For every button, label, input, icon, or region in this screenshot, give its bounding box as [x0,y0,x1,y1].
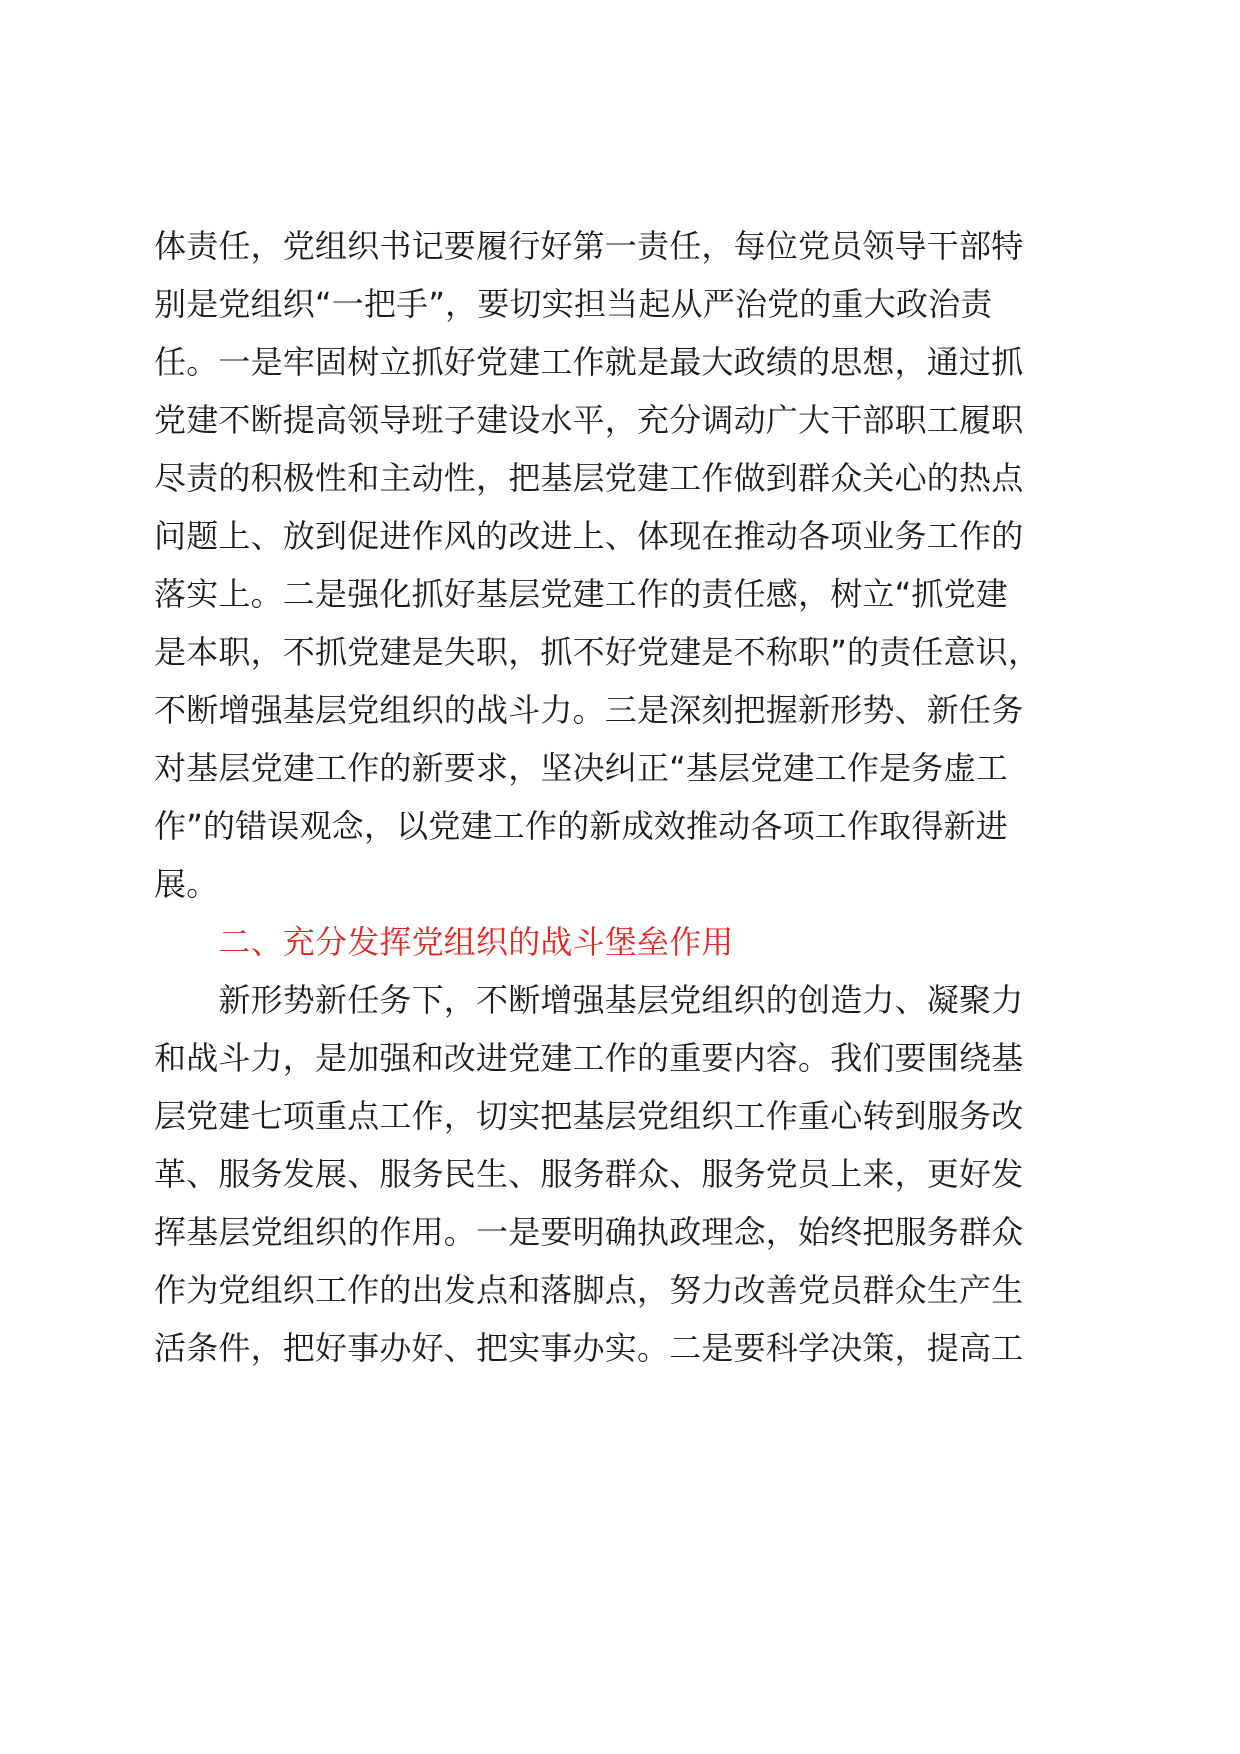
text-line: 不断增强基层党组织的战斗力。三是深刻把握新形势、新任务 [154,691,1024,729]
text-line: 作”的错误观念，以党建工作的新成效推动各项工作取得新进 [154,807,1008,845]
text-line: 任。一是牢固树立抓好党建工作就是最大政绩的思想，通过抓 [154,343,1024,381]
text-line: 体责任，党组织书记要履行好第一责任，每位党员领导干部特 [154,227,1024,265]
text-line: 层党建七项重点工作，切实把基层党组织工作重心转到服务改 [154,1097,1024,1135]
section-heading: 二、充分发挥党组织的战斗堡垒作用 [154,923,734,961]
text-line: 展。 [154,865,219,903]
text-line: 党建不断提高领导班子建设水平，充分调动广大干部职工履职 [154,401,1024,439]
text-line: 对基层党建工作的新要求，坚决纠正“基层党建工作是务虚工 [154,749,1008,787]
text-line: 挥基层党组织的作用。一是要明确执政理念，始终把服务群众 [154,1213,1024,1251]
text-line: 新形势新任务下，不断增强基层党组织的创造力、凝聚力 [154,981,1024,1019]
text-line: 革、服务发展、服务民生、服务群众、服务党员上来，更好发 [154,1155,1024,1193]
text-line: 落实上。二是强化抓好基层党建工作的责任感，树立“抓党建 [154,575,1008,613]
text-line: 问题上、放到促进作风的改进上、体现在推动各项业务工作的 [154,517,1024,555]
text-line: 作为党组织工作的出发点和落脚点，努力改善党员群众生产生 [154,1271,1024,1309]
text-line: 活条件，把好事办好、把实事办实。二是要科学决策，提高工 [154,1329,1024,1367]
text-line: 和战斗力，是加强和改进党建工作的重要内容。我们要围绕基 [154,1039,1024,1077]
text-line: 是本职，不抓党建是失职，抓不好党建是不称职”的责任意识， [154,633,1041,671]
text-line: 尽责的积极性和主动性，把基层党建工作做到群众关心的热点 [154,459,1024,497]
text-line: 别是党组织“一把手”，要切实担当起从严治党的重大政治责 [154,285,993,323]
